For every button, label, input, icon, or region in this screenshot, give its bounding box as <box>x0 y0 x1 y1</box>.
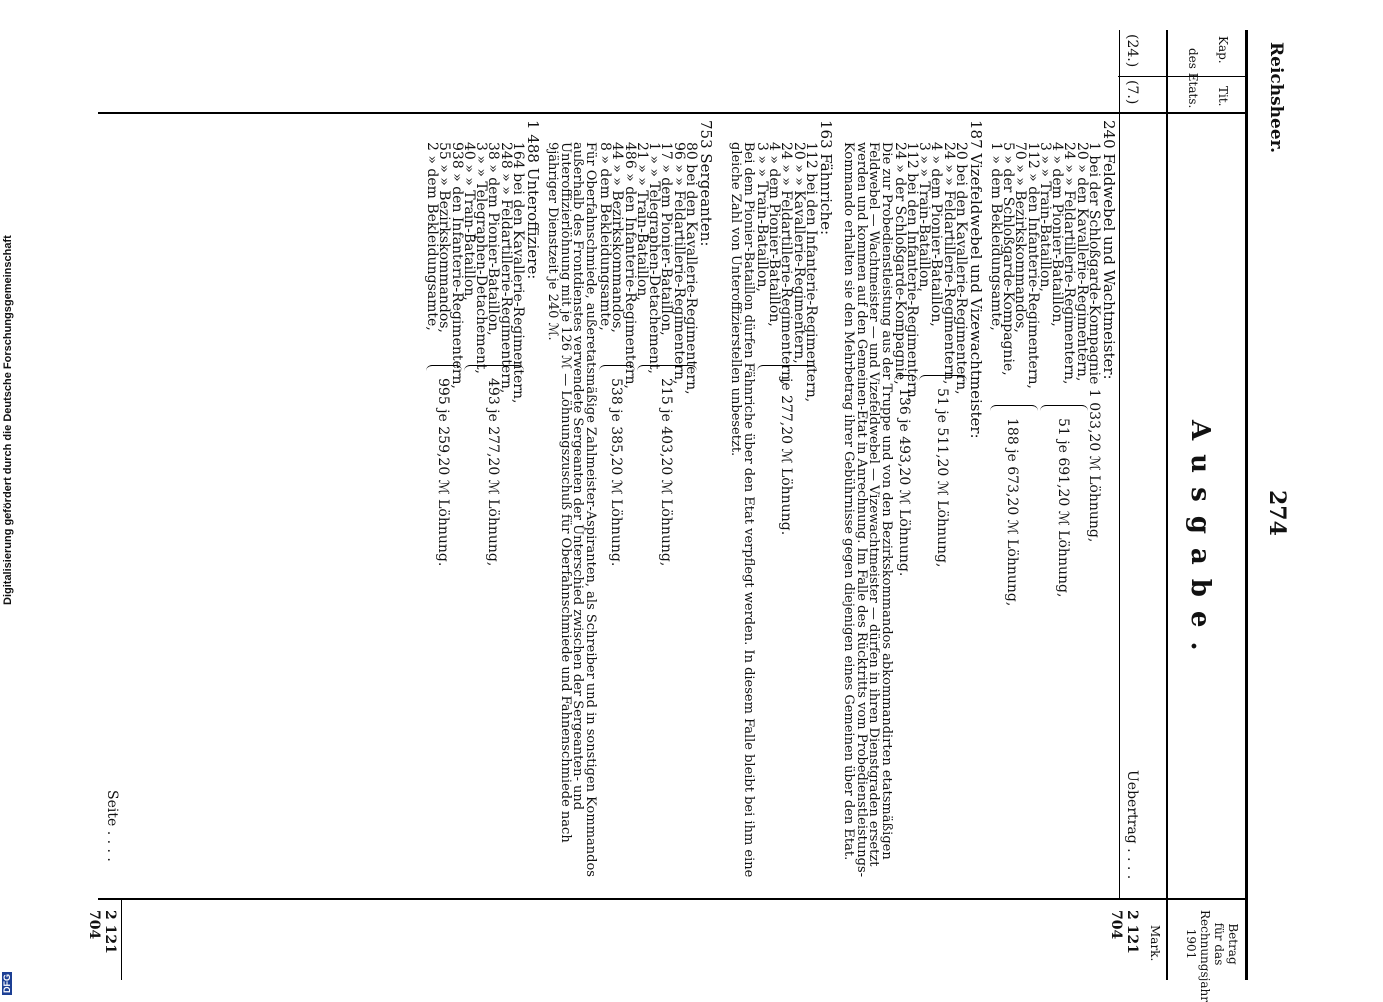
header-tit: Tit. <box>1216 86 1230 107</box>
brace <box>919 375 967 381</box>
header-unit: Mark. <box>1148 925 1162 962</box>
brace-amount: 51 je 691,20 ℳ Löhnung, <box>1055 418 1071 598</box>
brace-amount: 136 je 493,20 ℳ Löhnung. <box>896 388 912 577</box>
header-bottom-rule <box>1166 30 1168 980</box>
document-page <box>86 30 1290 1002</box>
brace-amount: 538 je 385,20 ℳ Löhnung. <box>608 378 624 567</box>
block-rows-faehnriche <box>753 142 819 403</box>
digitization-note: Digitalisierung gefördert durch die Deutsche Forschungsgemeinschaft <box>2 235 14 605</box>
list-item: 164 bei den Kavallerie-Regimentern, <box>510 142 526 404</box>
ref-kap: (24.) <box>1124 34 1140 68</box>
note-vizefeldwebel: Die zur Probedienstleistung aus der Truppe und von den Bezirkskommandos abkommandirten etatsmäßigen Feldwebel — Wachtmeister — und Vizefeldwebel — Vizewachtmeister — dürfen in ihren Dienstgraden ersetzt werden und kommen auf den Gemeinen-Etat in Anrechnung. Im Falle des Rücktritts vom Probedienstleistungs-Kommando erhalten sie den Mehrbetrag ihrer Gebührnisse gegen diejenigen eines Gemeinen über den Etat. <box>841 142 894 878</box>
list-item: 1 bei der Schloßgarde-Kompagnie 1 033,20 ℳ Löhnung, <box>1086 142 1102 543</box>
list-item: 70 » » Bezirkskommandos, <box>1012 142 1029 333</box>
list-item: 4 » dem Pionier-Bataillon, <box>1049 142 1066 327</box>
brace <box>426 365 462 371</box>
header-kap: Kap. <box>1216 36 1230 64</box>
list-item: 3 » » Train-Bataillon, <box>916 142 933 292</box>
block-title-faehnriche: 163 Fähnriche: <box>817 120 835 236</box>
page-number: 274 <box>1264 490 1290 536</box>
list-item: 3 » » Train-Bataillon, <box>753 142 770 292</box>
list-item: 44 » » Bezirkskommandos, <box>609 142 626 333</box>
list-item: 96 » » Feldartillerie-Regimentern, <box>670 142 687 385</box>
brace-amount: 493 je 277,20 ℳ Löhnung, <box>485 378 501 567</box>
list-item: 20 » den Kavallerie-Regimentern, <box>1073 142 1090 382</box>
list-item: 4 » dem Pionier-Bataillon, <box>766 142 783 327</box>
list-item: 3 » » Telegraphen-Detachement, <box>473 142 490 374</box>
list-item: 21 » » Train-Bataillon, <box>633 142 650 301</box>
block-rows-sergeanten <box>596 142 699 395</box>
list-item: 1 » dem Bekleidungsamte, <box>987 142 1004 331</box>
kap-tit-divider <box>1118 76 1248 77</box>
list-item: 24 » der Schloßgarde-Kompagnie, <box>891 142 908 385</box>
amount-col-line-4: 1901 <box>1184 928 1198 960</box>
list-item: 17 » dem Pionier-Bataillon, <box>658 142 675 336</box>
brace <box>464 365 524 371</box>
list-item: 1 » » Telegraphen-Detachement, <box>646 142 663 374</box>
list-item: 55 » » Bezirkskommandos, <box>436 142 453 333</box>
list-item: 486 » den Infanterie-Regimentern, <box>621 142 638 390</box>
amount-col-line-1: Betrag <box>1226 923 1240 965</box>
brace <box>1040 405 1088 411</box>
list-item: 38 » dem Pionier-Bataillon, <box>485 142 502 336</box>
list-item: 24 » » Feldartillerie-Regimentern, <box>940 142 957 385</box>
list-item: 80 bei den Kavallerie-Regimentern, <box>683 142 699 395</box>
ref-tit: (7.) <box>1124 80 1140 105</box>
list-item: 938 » den Infanterie-Regimentern, <box>448 142 465 390</box>
list-item: 8 » dem Bekleidungsamte, <box>596 142 613 331</box>
block-title-unteroffiziere: 1 488 Unteroffiziere: <box>524 120 542 280</box>
header-des-etats: des Etats. <box>1186 48 1200 109</box>
block-title-vizefeldwebel: 187 Vizefeldwebel und Vizewachtmeister: <box>967 120 985 439</box>
running-head-title: Reichsheer. <box>1266 42 1286 153</box>
list-item: 24 » » Feldartillerie-Regimentern, <box>1061 142 1078 385</box>
list-item: 40 » » Train-Bataillon, <box>460 142 477 301</box>
running-head <box>1250 30 1290 980</box>
brace <box>757 365 817 371</box>
list-item: 24 » » Feldartillerie-Regimentern, <box>778 142 795 385</box>
brace-amount: 51 je 511,20 ℳ Löhnung, <box>934 388 950 568</box>
brace-amount: 995 je 259,20 ℳ Löhnung. <box>435 378 451 567</box>
carry-over-label: Uebertrag . . . . <box>1124 770 1140 880</box>
brace <box>990 405 1038 411</box>
list-item: 5 » der Schloßgarde-Kompagnie, <box>999 142 1016 376</box>
top-rule <box>1245 30 1248 980</box>
page-total-amount: 2 121 704 <box>86 910 118 954</box>
list-item: 20 » » Kavallerie-Regimentern, <box>790 142 807 364</box>
carry-over-amount: 2 121 704 <box>1108 910 1140 954</box>
brace <box>599 365 635 371</box>
amount-col-line-2: für das <box>1212 922 1226 966</box>
list-item: 248 » » Feldartillerie-Regimentern, <box>497 142 514 394</box>
amount-col-line-3: Rechnungsjahr <box>1198 910 1212 1002</box>
dfg-logo: DFG <box>2 974 12 993</box>
amount-col-divider <box>98 898 1248 900</box>
footer-rule <box>121 898 122 980</box>
note-sergeanten: Für Oberfahnschmiede, außeretatsmäßige Zahlmeister-Aspiranten, als Schreiber und in sonstigen Kommandos außerhalb des Frontdienstes verwendete Sergeanten der Unterschied zwischen der Sergeanten- und Unteroffizierlöhnung mit je 126 ℳ — Löhnungszuschuß für Oberfahnschmiede und Fahnenschmiede nach 9jähriger Dienstzeit je 240 ℳ. <box>545 142 598 877</box>
brace-amount: 188 je 673,20 ℳ Löhnung, <box>1004 418 1020 607</box>
block-rows-vizefeldwebel <box>893 142 967 402</box>
list-item: 112 bei den Infanterie-Regimentern, <box>903 142 920 403</box>
note-faehnriche: Bei dem Pionier-Bataillon dürfen Fähnriche über den Etat verpflegt werden. In diesem Falle bleibt bei ihm eine gleiche Zahl von Unteroffizierstellen unbesetzt. <box>728 142 756 878</box>
page-total-label: Seite . . . . <box>104 790 120 862</box>
list-item: 20 bei den Kavallerie-Regimentern, <box>953 142 969 395</box>
header-amount-col <box>1184 910 1240 1002</box>
section-title: Ausgabe. <box>1185 420 1215 665</box>
list-item: 4 » dem Pionier-Bataillon, <box>928 142 945 327</box>
brace-amount: je 277,20 ℳ Löhnung. <box>778 378 794 536</box>
list-item: 112 » den Infanterie-Regimentern, <box>1024 142 1041 390</box>
tit-desc-divider <box>98 112 1248 114</box>
list-item: 112 bei den Infanterie-Regimentern, <box>803 142 819 403</box>
block-title-sergeanten: 753 Sergeanten: <box>697 120 715 247</box>
list-item: 3 » » Train-Bataillon, <box>1036 142 1053 292</box>
block-title-feldwebel: 240 Feldwebel und Wachtmeister: <box>1100 120 1118 380</box>
brace <box>637 365 697 371</box>
list-item: 2 » dem Bekleidungsamte, <box>423 142 440 331</box>
refs-rule <box>1119 30 1120 900</box>
brace-amount: 215 je 403,20 ℳ Löhnung, <box>658 378 674 567</box>
brace <box>894 375 918 381</box>
